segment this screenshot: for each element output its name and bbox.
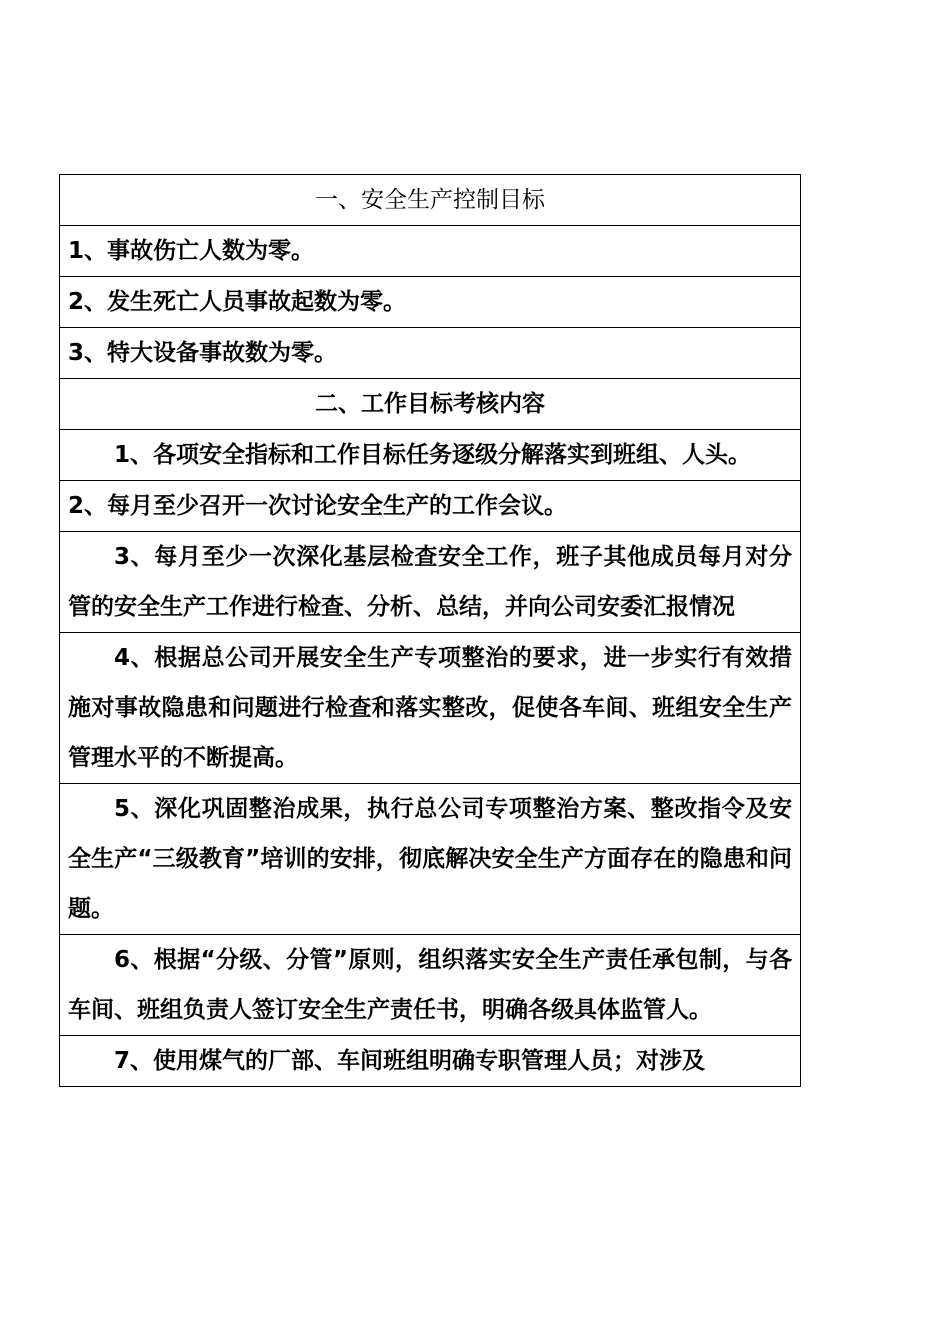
table-row	[60, 633, 801, 784]
assessment-item-2: 2、每月至少召开一次讨论安全生产的工作会议。	[60, 481, 801, 532]
target-item-2: 2、发生死亡人员事故起数为零。	[60, 277, 801, 328]
target-item-1: 1、事故伤亡人数为零。	[60, 226, 801, 277]
table-row	[60, 277, 801, 328]
assessment-item-7: 7、使用煤气的厂部、车间班组明确专职管理人员；对涉及	[60, 1036, 801, 1087]
assessment-item-5: 5、深化巩固整治成果，执行总公司专项整治方案、整改指令及安全生产“三级教育”培训的安排，彻底解决安全生产方面存在的隐患和问题。	[60, 784, 801, 935]
target-item-3: 3、特大设备事故数为零。	[60, 328, 801, 379]
section-2-title: 二、工作目标考核内容	[60, 379, 801, 430]
table-row	[60, 328, 801, 379]
section-1-heading-row	[60, 175, 801, 226]
table-row	[60, 430, 801, 481]
table-row	[60, 1036, 801, 1087]
assessment-item-4: 4、根据总公司开展安全生产专项整治的要求，进一步实行有效措施对事故隐患和问题进行检查和落实整改，促使各车间、班组安全生产管理水平的不断提高。	[60, 633, 801, 784]
table-row	[60, 784, 801, 935]
assessment-item-3: 3、每月至少一次深化基层检查安全工作，班子其他成员每月对分管的安全生产工作进行检查、分析、总结，并向公司安委汇报情况	[60, 532, 801, 633]
targets-table	[59, 174, 801, 1087]
assessment-item-6: 6、根据“分级、分管”原则，组织落实安全生产责任承包制，与各车间、班组负责人签订安全生产责任书，明确各级具体监管人。	[60, 935, 801, 1036]
section-2-heading-row	[60, 379, 801, 430]
table-row	[60, 226, 801, 277]
assessment-item-1: 1、各项安全指标和工作目标任务逐级分解落实到班组、人头。	[60, 430, 801, 481]
table-row	[60, 481, 801, 532]
table-row	[60, 532, 801, 633]
table-row	[60, 935, 801, 1036]
section-1-title: 一、安全生产控制目标	[60, 175, 801, 226]
